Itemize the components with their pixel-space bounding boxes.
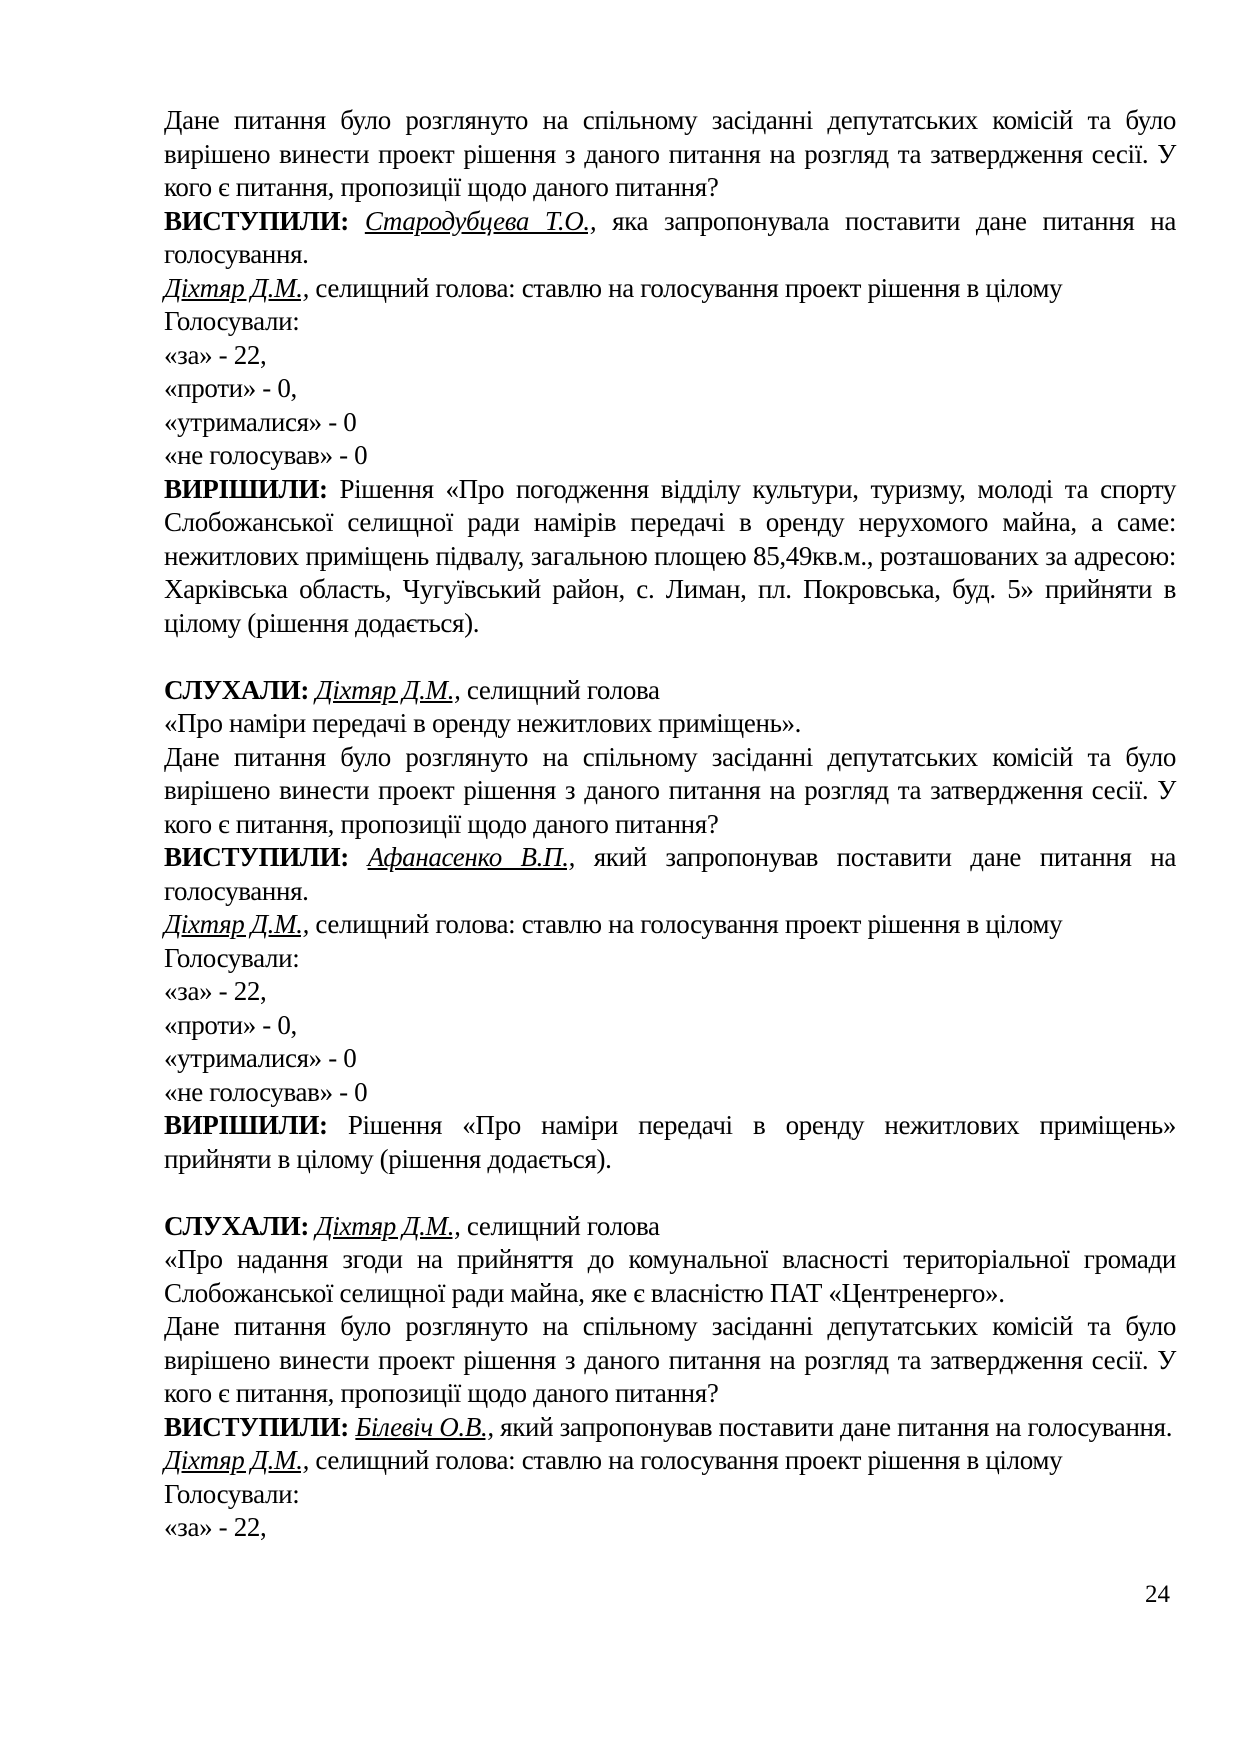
decided-label: ВИРІШИЛИ:	[164, 473, 328, 504]
document-body	[164, 104, 1176, 1545]
decided-line	[164, 473, 1176, 641]
vote-for: «за» - 22,	[164, 339, 267, 370]
head-line	[164, 908, 1176, 942]
decided-text: Рішення «Про погодження відділу культури, туризму, молоді та спорту Слобожанської селищної ради намірів передачі в оренду нерухомого майна, а саме: нежитлових приміщень підвалу, загальною площею 85,49кв.м., розташованих за адресою: Харківська область, Чугуївський район, с. Лиман, пл. Покровська, буд. 5» прийняти в цілому (рішення додається).	[164, 473, 1176, 638]
page-number: 24	[1145, 1581, 1170, 1608]
vote-not-voted: «не голосував» - 0	[164, 440, 368, 470]
head-person: Діхтяр Д.М.,	[164, 1445, 310, 1475]
head-text: селищний голова: ставлю на голосування проект рішення в цілому	[309, 272, 1063, 303]
spoke-person: Стародубцева Т.О.,	[364, 205, 597, 236]
decided-text: Рішення «Про наміри передачі в оренду нежитлових приміщень» прийняти в цілому (рішення додається).	[164, 1110, 1176, 1174]
item-intro: Дане питання було розглянуто на спільному засіданні депутатських комісій та було вирішено винести проект рішення з даного питання на розгляд та затвердження сесії. У кого є питання, пропозиції щодо даного питання?	[164, 1311, 1176, 1408]
heard-label: СЛУХАЛИ:	[164, 674, 310, 705]
spoke-person: Білевіч О.В.,	[355, 1411, 494, 1442]
head-text: селищний голова: ставлю на голосування проект рішення в цілому	[309, 909, 1063, 939]
vote-abstained: «утрималися» - 0	[164, 406, 357, 437]
decided-label: ВИРІШИЛИ:	[164, 1110, 328, 1140]
voted-label: Голосували:	[164, 1478, 300, 1509]
spoke-label: ВИСТУПИЛИ:	[164, 1411, 349, 1442]
vote-against: «проти» - 0,	[164, 373, 297, 403]
heard-role: селищний голова	[460, 1210, 660, 1241]
voted-label: Голосували:	[164, 306, 300, 336]
heard-person: Діхтяр Д.М.,	[315, 1210, 461, 1241]
spoke-line	[164, 841, 1176, 908]
spoke-text: який запропонував поставити дане питання на голосування.	[493, 1411, 1173, 1442]
heard-person: Діхтяр Д.М.,	[315, 674, 461, 705]
spoke-label: ВИСТУПИЛИ:	[164, 842, 349, 872]
head-line	[164, 1444, 1176, 1478]
head-line	[164, 272, 1176, 306]
spoke-line	[164, 205, 1176, 272]
item-title: «Про наміри передачі в оренду нежитлових приміщень».	[164, 708, 802, 738]
vote-for: «за» - 22,	[164, 976, 267, 1006]
vote-abstained: «утрималися» - 0	[164, 1043, 357, 1073]
heard-role: селищний голова	[460, 674, 660, 705]
head-text: селищний голова: ставлю на голосування проект рішення в цілому	[309, 1445, 1063, 1475]
item-intro: Дане питання було розглянуто на спільному засіданні депутатських комісій та було вирішено винести проект рішення з даного питання на розгляд та затвердження сесії. У кого є питання, пропозиції щодо даного питання?	[164, 105, 1176, 202]
vote-for: «за» - 22,	[164, 1512, 267, 1542]
spoke-label: ВИСТУПИЛИ:	[164, 205, 349, 236]
vote-against: «проти» - 0,	[164, 1009, 297, 1040]
spoke-person: Афанасенко В.П.,	[367, 842, 576, 872]
heard-label: СЛУХАЛИ:	[164, 1210, 310, 1241]
head-person: Діхтяр Д.М.,	[164, 909, 310, 939]
heard-line	[164, 1210, 1176, 1244]
section-gap	[164, 640, 1176, 674]
item-intro: Дане питання було розглянуто на спільному засіданні депутатських комісій та було вирішено винести проект рішення з даного питання на розгляд та затвердження сесії. У кого є питання, пропозиції щодо даного питання?	[164, 741, 1176, 839]
voted-label: Голосували:	[164, 942, 300, 973]
item-title: «Про надання згоди на прийняття до комунальної власності територіальної громади Слобожанської селищної ради майна, яке є власністю ПАТ «Центренерго».	[164, 1244, 1176, 1308]
section-gap	[164, 1176, 1176, 1210]
head-person: Діхтяр Д.М.,	[164, 272, 310, 303]
spoke-text: яка запропонувала поставити дане питання на голосування.	[164, 205, 1177, 269]
vote-not-voted: «не голосував» - 0	[164, 1076, 368, 1107]
spoke-text: який запропонував поставити дане питання на голосування.	[164, 842, 1176, 906]
heard-line	[164, 674, 1176, 708]
spoke-line	[164, 1411, 1176, 1445]
decided-line	[164, 1109, 1176, 1176]
